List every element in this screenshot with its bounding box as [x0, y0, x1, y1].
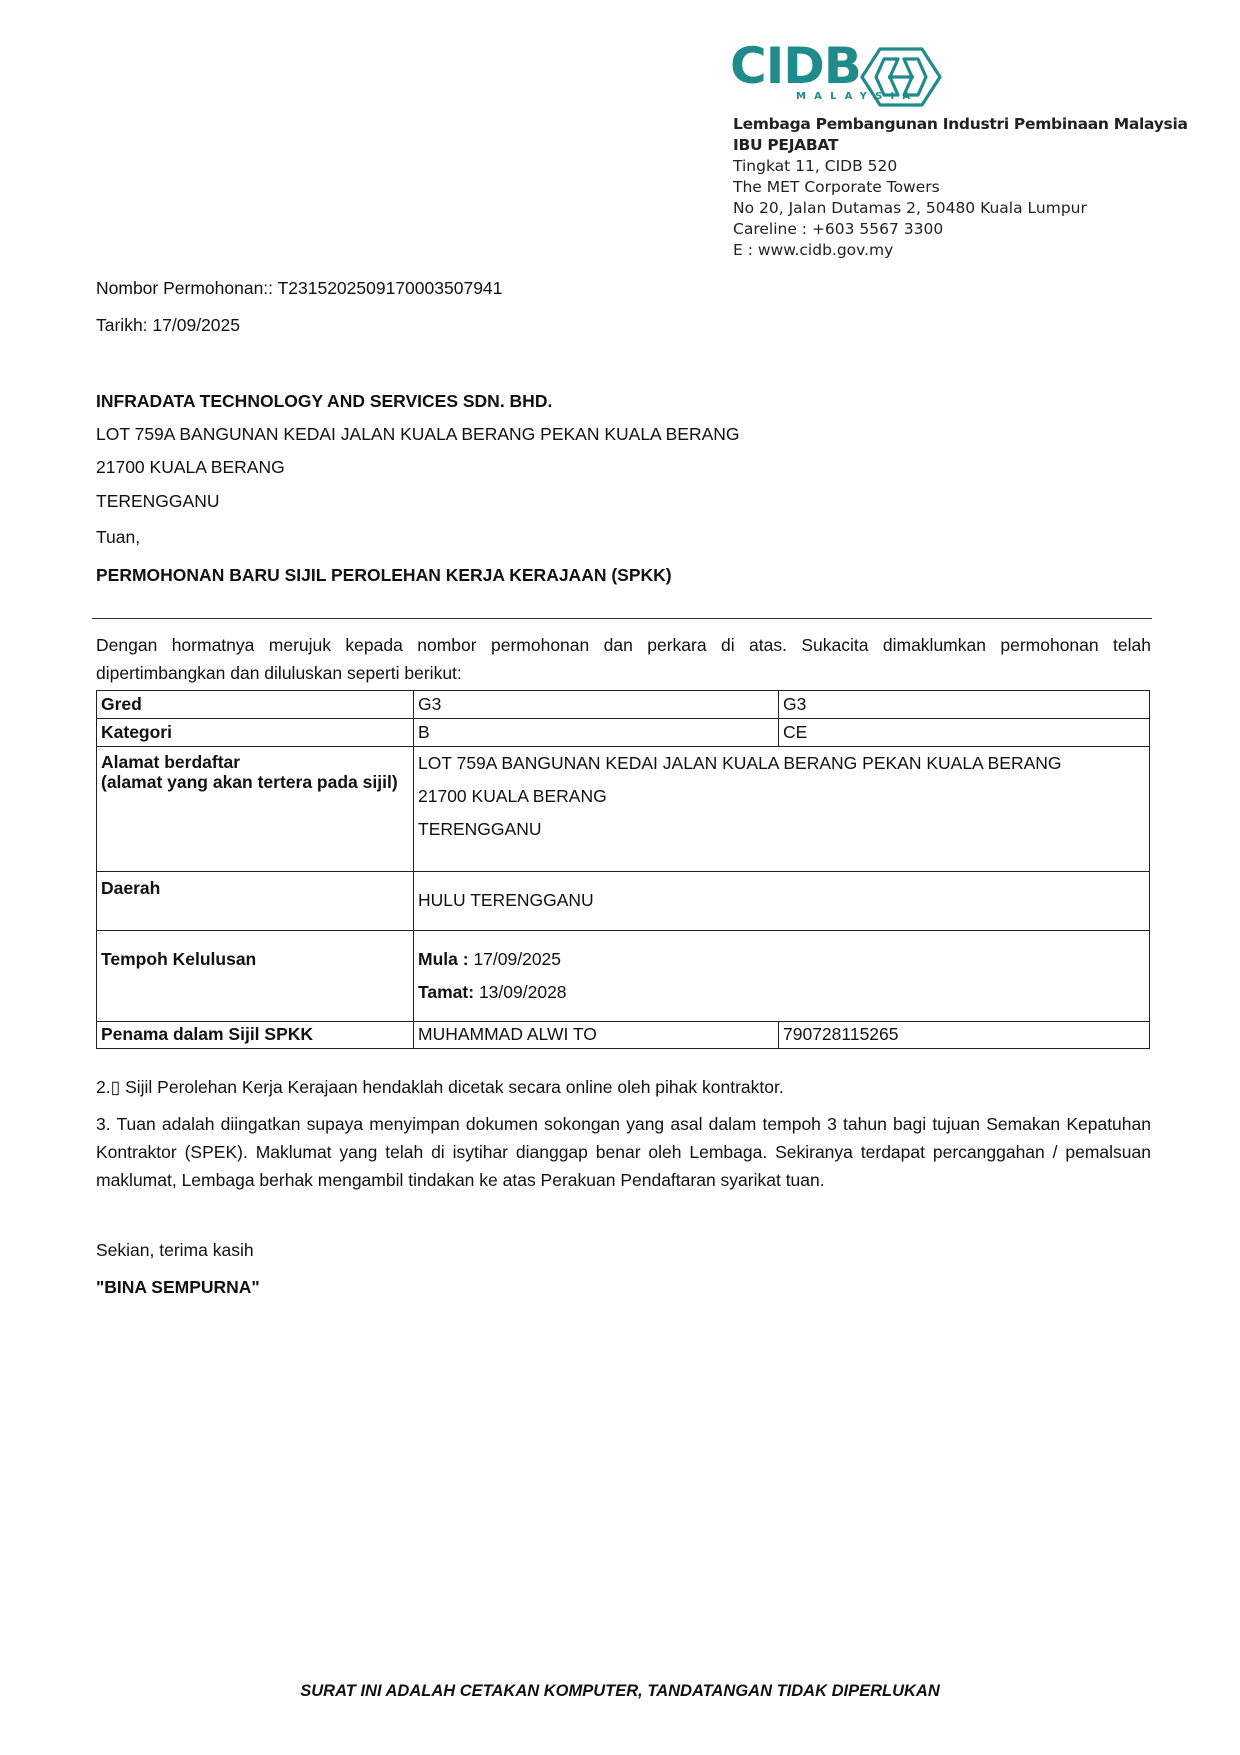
- gred-value: G3: [414, 691, 779, 719]
- sender-address: [733, 114, 1188, 261]
- recipient-state: TERENGGANU: [96, 491, 220, 511]
- gred-label: Gred: [97, 691, 414, 719]
- salutation: Tuan,: [96, 527, 141, 547]
- recipient-postcode: 21700 KUALA BERANG: [96, 457, 285, 477]
- penama-label: Penama dalam Sijil SPKK: [97, 1022, 414, 1049]
- letter-date: Tarikh: 17/09/2025: [96, 315, 240, 335]
- table-row: [97, 719, 1150, 747]
- daerah-label: Daerah: [97, 872, 414, 931]
- footer-note: SURAT INI ADALAH CETAKAN KOMPUTER, TANDATANGAN TIDAK DIPERLUKAN: [300, 1682, 940, 1700]
- tempoh-value: [414, 931, 1150, 1022]
- alamat-line: 21700 KUALA BERANG: [418, 786, 607, 806]
- alamat-value: [414, 747, 1150, 872]
- address-line: The MET Corporate Towers: [733, 178, 940, 196]
- table-row: [97, 691, 1150, 719]
- alamat-label: [97, 747, 414, 872]
- application-number: Nombor Permohonan:: T231520250917000350794​1: [96, 278, 503, 298]
- email-website: E : www.cidb.gov.my: [733, 241, 894, 259]
- recipient-company: INFRADATA TECHNOLOGY AND SERVICES SDN. BHD.: [96, 391, 553, 411]
- tamat-label: Tamat:: [418, 982, 475, 1002]
- alamat-label-line: Alamat berdaftar: [101, 752, 241, 772]
- closing: Sekian, terima kasih: [96, 1240, 254, 1260]
- table-row: [97, 747, 1150, 872]
- org-name: Lembaga Pembangunan Industri Pembinaan Malaysia: [733, 115, 1188, 133]
- careline: Careline : +603 5567 3300: [733, 220, 944, 238]
- mula-date: 17/09/2025: [473, 949, 562, 969]
- alamat-line: TERENGGANU: [418, 819, 542, 839]
- intro-paragraph: Dengan hormatnya merujuk kepada nombor permohonan dan perkara di atas. Sukacita dimaklumkan permohonan telah dipertimbangkan dan diluluskan seperti berikut:: [96, 635, 1151, 683]
- table-row: [97, 1022, 1150, 1049]
- kategori-label: Kategori: [97, 719, 414, 747]
- divider: [92, 618, 1152, 619]
- logo-wordmark: CIDB: [730, 37, 861, 95]
- address-line: Tingkat 11, CIDB 520: [733, 157, 898, 175]
- kategori-value: CE: [779, 719, 1150, 747]
- office-name: IBU PEJABAT: [733, 136, 839, 154]
- alamat-line: LOT 759A BANGUNAN KEDAI JALAN KUALA BERANG PEKAN KUALA BERANG: [418, 753, 1062, 773]
- penama-ic: 790728115265: [779, 1022, 1150, 1049]
- cidb-logo: [730, 37, 942, 108]
- paragraph-3: 3. Tuan adalah diingatkan supaya menyimpan dokumen sokongan yang asal dalam tempoh 3 tahun bagi tujuan Semakan Kepatuhan Kontraktor (SPEK). Maklumat yang telah di isytihar dianggap benar oleh Lembaga. Sekiranya terdapat percanggahan / pemalsuan maklumat, Lembaga berhak mengambil tindakan ke atas Perakuan Pendaftaran syarikat tuan.: [96, 1114, 1151, 1190]
- gred-value: G3: [779, 691, 1150, 719]
- recipient-address-line: LOT 759A BANGUNAN KEDAI JALAN KUALA BERANG PEKAN KUALA BERANG: [96, 424, 740, 444]
- tamat-date: 13/09/2028: [478, 982, 567, 1002]
- logo-subtitle: MALAYSIA: [796, 91, 919, 102]
- cidb-emblem-icon: [860, 46, 942, 108]
- daerah-value: HULU TERENGGANU: [414, 872, 1150, 931]
- table-row: [97, 872, 1150, 931]
- address-line: No 20, Jalan Dutamas 2, 50480 Kuala Lumpur: [733, 199, 1087, 217]
- alamat-label-note: (alamat yang akan tertera pada sijil): [101, 772, 398, 792]
- motto: "BINA SEMPURNA": [96, 1277, 260, 1297]
- subject: PERMOHONAN BARU SIJIL PEROLEHAN KERJA KERAJAAN (SPKK): [96, 565, 672, 585]
- kategori-value: B: [414, 719, 779, 747]
- table-row: [97, 931, 1150, 1022]
- tempoh-label: Tempoh Kelulusan: [97, 931, 414, 1022]
- mula-label: Mula :: [418, 949, 469, 969]
- approval-table: [96, 690, 1150, 1049]
- penama-name: MUHAMMAD ALWI TO: [414, 1022, 779, 1049]
- paragraph-2: 2.▯ Sijil Perolehan Kerja Kerajaan hendaklah dicetak secara online oleh pihak kontraktor.: [96, 1077, 784, 1097]
